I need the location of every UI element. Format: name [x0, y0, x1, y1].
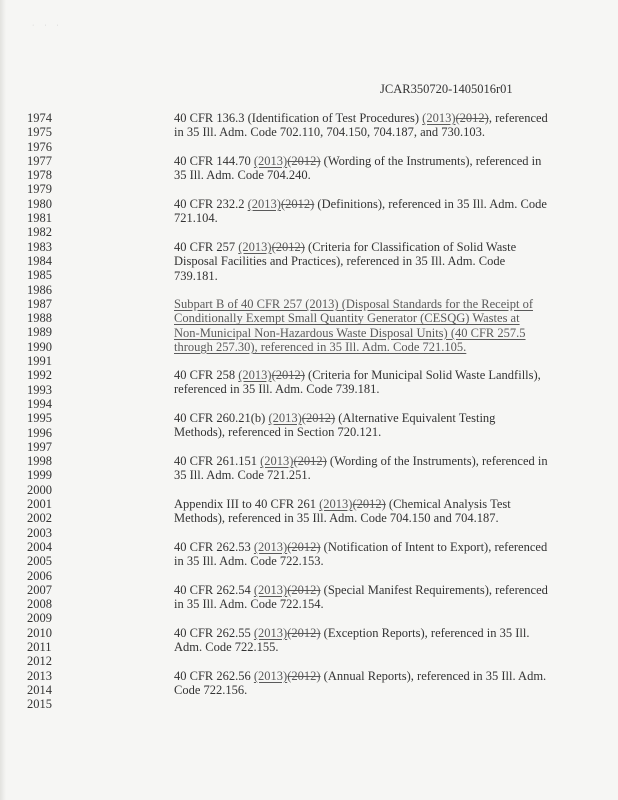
- line-number: 1984: [27, 253, 52, 268]
- line-number: 1987: [27, 296, 52, 311]
- entry-line: 35 Ill. Adm. Code 721.251.: [174, 468, 311, 483]
- entry-text: (Criteria for Classification of Solid Waste: [304, 240, 517, 254]
- entry-line: Code 722.156.: [174, 683, 248, 698]
- entry-text: 40 CFR 232.2: [174, 197, 248, 211]
- deleted-year: (2012): [287, 154, 321, 168]
- entry-line: [174, 454, 548, 468]
- margin-marks: · · ·: [32, 22, 63, 29]
- reference-entry: [174, 411, 540, 440]
- entry-line: Non-Municipal Non-Hazardous Waste Disposal Units) (40 CFR 257.5: [174, 325, 526, 340]
- entry-line: [174, 197, 547, 211]
- entry-line: [174, 626, 540, 640]
- entry-text: (Chemical Analysis Test: [385, 497, 511, 511]
- entry-line: referenced in 35 Ill. Adm. Code 739.181.: [174, 382, 380, 397]
- entry-text: 40 CFR 261.151: [174, 454, 261, 468]
- entry-text: (Special Manifest Requirements), referenced: [320, 583, 548, 597]
- line-number: 1998: [27, 454, 52, 469]
- entry-line: [174, 154, 540, 168]
- reference-entry: [174, 497, 540, 526]
- line-number: 1995: [27, 411, 52, 426]
- entry-text: (Notification of Intent to Export), referenced: [320, 540, 548, 554]
- entry-line: Adm. Code 722.155.: [174, 640, 279, 655]
- entry-text: 40 CFR 262.53: [174, 540, 254, 554]
- line-number: 2004: [27, 539, 52, 554]
- inserted-year: (2013): [238, 240, 272, 254]
- line-number: 1985: [27, 268, 52, 283]
- entry-line: 739.181.: [174, 268, 218, 283]
- line-number: 2011: [27, 639, 52, 654]
- inserted-year: (2013): [319, 497, 353, 511]
- entry-line: in 35 Ill. Adm. Code 722.154.: [174, 597, 324, 612]
- reference-entry: [174, 583, 548, 612]
- inserted-year: (2013): [253, 669, 288, 683]
- line-number: 2005: [27, 554, 52, 569]
- line-number: 1978: [27, 168, 52, 183]
- entry-line: [174, 497, 540, 511]
- line-number: 1990: [27, 339, 52, 354]
- entry-line: Methods), referenced in 35 Ill. Adm. Code 704.150 and 704.187.: [174, 511, 499, 526]
- line-number: 2008: [27, 597, 52, 612]
- entry-line: Disposal Facilities and Practices), referenced in 35 Ill. Adm. Code: [174, 254, 506, 269]
- entry-line: [174, 240, 540, 254]
- line-number: 1993: [27, 382, 52, 397]
- deleted-year: (2012): [287, 626, 321, 640]
- deleted-year: (2012): [287, 583, 321, 597]
- inserted-year: (2013): [238, 368, 272, 382]
- entry-line: in 35 Ill. Adm. Code 702.110, 704.150, 704.187, and 730.103.: [174, 125, 485, 140]
- line-number: 1979: [27, 182, 52, 197]
- entry-text: (Wording of the Instruments), referenced in: [326, 454, 548, 468]
- line-number: 2006: [27, 568, 52, 583]
- line-number: 2010: [27, 625, 52, 640]
- line-number: 2012: [27, 654, 52, 669]
- inserted-year: (2013): [260, 454, 294, 468]
- line-number: 1992: [27, 368, 52, 383]
- line-number: 1986: [27, 282, 52, 297]
- entry-text: 40 CFR 258: [174, 368, 239, 382]
- line-number: 1977: [27, 153, 52, 168]
- line-number: 2015: [27, 697, 52, 712]
- line-number: 1981: [27, 211, 52, 226]
- line-number-column: [27, 111, 52, 711]
- line-number: 1974: [27, 111, 52, 125]
- line-number: 2000: [27, 482, 52, 497]
- entry-text: Appendix III to 40 CFR 261: [174, 497, 320, 511]
- entry-line: through 257.30), referenced in 35 Ill. Adm. Code 721.105.: [174, 339, 467, 354]
- line-number: 1991: [27, 354, 52, 369]
- entry-line: 35 Ill. Adm. Code 704.240.: [174, 168, 311, 183]
- deleted-year: (2012): [455, 111, 489, 125]
- reference-entry: [174, 111, 548, 140]
- line-number: 1997: [27, 439, 52, 454]
- reference-entry: [174, 240, 540, 283]
- entry-text: 40 CFR 136.3 (Identification of Test Procedures): [174, 111, 423, 125]
- deleted-year: (2012): [293, 454, 327, 468]
- entry-text: 40 CFR 260.21(b): [174, 411, 269, 425]
- reference-entry: [174, 154, 540, 183]
- entry-text: 40 CFR 262.54: [174, 583, 254, 597]
- line-number: 1976: [27, 139, 52, 154]
- entry-line: Subpart B of 40 CFR 257 (2013) (Disposal Standards for the Receipt of: [174, 297, 533, 311]
- inserted-year: (2013): [268, 411, 302, 425]
- line-number: 1999: [27, 468, 52, 483]
- entry-text: (Wording of the Instruments), referenced in: [320, 154, 542, 168]
- line-number: 1975: [27, 125, 52, 140]
- line-number: 1982: [27, 225, 52, 240]
- line-number: 1988: [27, 311, 52, 326]
- entry-line: in 35 Ill. Adm. Code 722.153.: [174, 554, 324, 569]
- inserted-year: (2013): [253, 540, 288, 554]
- reference-entry: [174, 368, 540, 397]
- line-number: 1989: [27, 325, 52, 340]
- entry-line: [174, 540, 548, 554]
- entry-line: [174, 583, 548, 597]
- entry-text: 40 CFR 262.55: [174, 626, 254, 640]
- deleted-year: (2012): [287, 669, 321, 683]
- deleted-year: (2012): [301, 411, 336, 425]
- inserted-year: (2013): [253, 626, 288, 640]
- line-number: 2001: [27, 497, 52, 512]
- entry-text: , referenced: [488, 111, 548, 125]
- deleted-year: (2012): [271, 368, 305, 382]
- line-number: 2002: [27, 511, 52, 526]
- reference-entry: [174, 540, 548, 569]
- line-number: 1980: [27, 196, 52, 211]
- line-number: 2014: [27, 682, 52, 697]
- entry-line: [174, 669, 547, 683]
- reference-entry: [174, 626, 540, 655]
- line-number: 1996: [27, 425, 52, 440]
- line-number: 2009: [27, 611, 52, 626]
- line-number: 1983: [27, 239, 52, 254]
- entry-line: Methods), referenced in Section 720.121.: [174, 425, 382, 440]
- entry-text: 40 CFR 262.56: [174, 669, 254, 683]
- deleted-year: (2012): [271, 240, 305, 254]
- entry-line: 721.104.: [174, 211, 218, 226]
- line-number: 2013: [27, 668, 52, 683]
- entry-line: [174, 111, 548, 125]
- reference-entry-inserted: [174, 297, 540, 354]
- page-edge-shadow: [0, 0, 6, 800]
- entry-text: (Criteria for Municipal Solid Waste Landfills),: [304, 368, 541, 382]
- reference-entry: [174, 454, 548, 483]
- entry-text: 40 CFR 257: [174, 240, 239, 254]
- deleted-year: (2012): [287, 540, 321, 554]
- entry-line: [174, 368, 540, 382]
- document-id: JCAR350720-1405016r01: [380, 82, 513, 96]
- reference-entry: [174, 669, 547, 698]
- line-number: 2007: [27, 582, 52, 597]
- deleted-year: (2012): [352, 497, 386, 511]
- inserted-year: (2013): [247, 197, 281, 211]
- entry-text: (Definitions), referenced in 35 Ill. Adm. Code: [314, 197, 547, 211]
- entry-text: 40 CFR 144.70: [174, 154, 254, 168]
- line-number: 2003: [27, 525, 52, 540]
- reference-entry: [174, 197, 547, 226]
- inserted-year: (2013): [422, 111, 456, 125]
- entry-text: (Alternative Equivalent Testing: [335, 411, 496, 425]
- inserted-year: (2013): [253, 154, 288, 168]
- line-number: 1994: [27, 396, 52, 411]
- deleted-year: (2012): [280, 197, 315, 211]
- entry-text: (Annual Reports), referenced in 35 Ill. Adm.: [320, 669, 547, 683]
- entry-line: Conditionally Exempt Small Quantity Generator (CESQG) Wastes at: [174, 311, 520, 326]
- entry-line: [174, 411, 540, 425]
- inserted-year: (2013): [253, 583, 288, 597]
- entry-text: (Exception Reports), referenced in 35 Ill.: [320, 626, 530, 640]
